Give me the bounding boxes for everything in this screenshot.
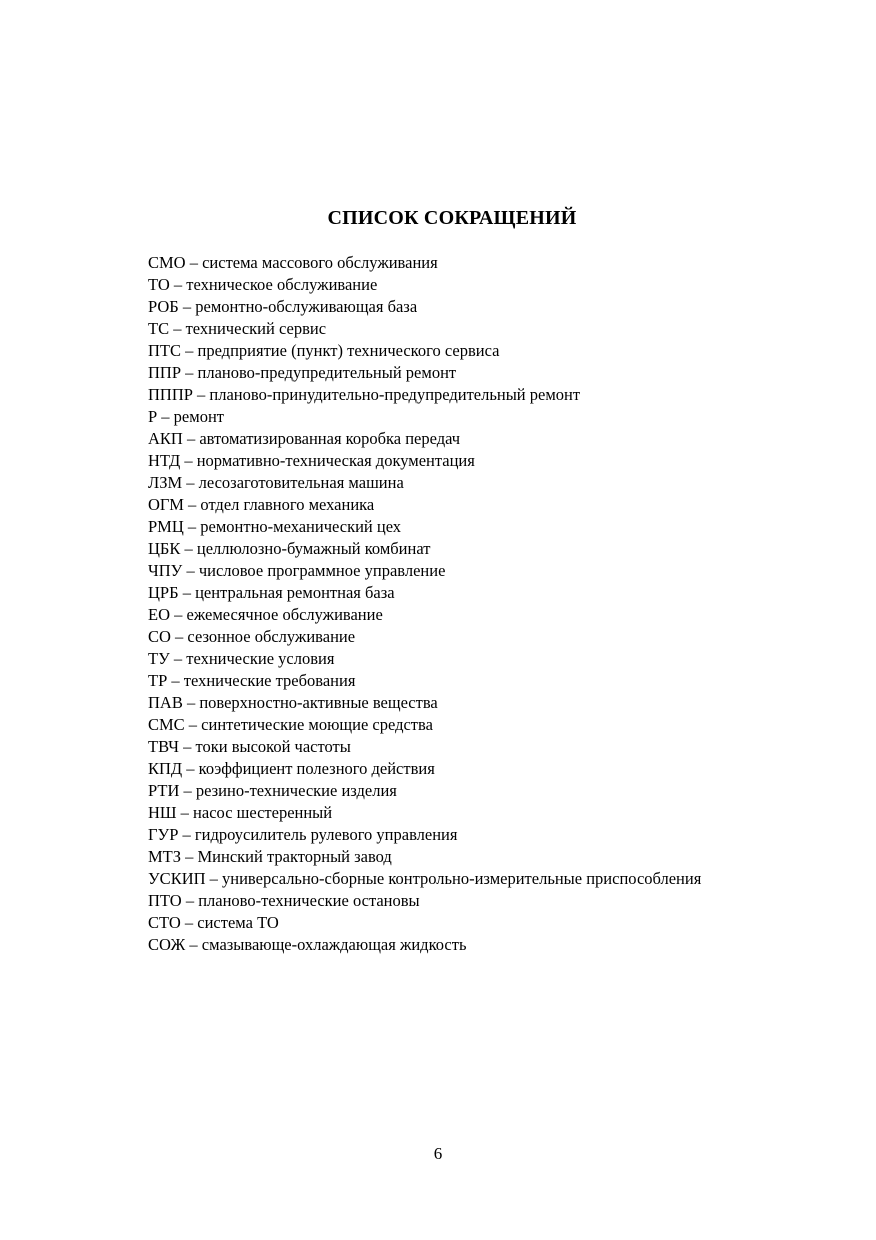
list-item: СМО – система массового обслуживания — [148, 253, 438, 272]
abbreviation-list — [115, 252, 757, 956]
page-title: СПИСОК СОКРАЩЕНИЙ — [327, 207, 577, 229]
list-item: КПД – коэффициент полезного действия — [148, 759, 435, 778]
list-item: НШ – насос шестеренный — [148, 803, 333, 822]
list-item: ПАВ – поверхностно-активные вещества — [148, 693, 438, 712]
list-item: АКП – автоматизированная коробка передач — [148, 429, 461, 448]
list-item: ТС – технический сервис — [148, 319, 327, 338]
list-item: ЛЗМ – лесозаготовительная машина — [148, 473, 404, 492]
list-item: ТВЧ – токи высокой частоты — [148, 737, 351, 756]
list-item: ЕО – ежемесячное обслуживание — [148, 605, 383, 624]
list-item: ЦРБ – центральная ремонтная база — [148, 583, 395, 602]
list-item: МТЗ – Минский тракторный завод — [148, 847, 392, 866]
list-item: ТО – техническое обслуживание — [148, 275, 378, 294]
list-item: ПППР – планово-принудительно-предупредительный ремонт — [148, 385, 581, 404]
list-item: СТО – система ТО — [148, 913, 279, 932]
list-item: ТР – технические требования — [148, 671, 356, 690]
list-item: НТД – нормативно-техническая документация — [148, 451, 475, 470]
list-item: СО – сезонное обслуживание — [148, 627, 356, 646]
list-item: ОГМ – отдел главного механика — [148, 495, 375, 514]
list-item: ПТО – планово-технические остановы — [148, 891, 420, 910]
list-item: ПТС – предприятие (пункт) технического сервиса — [148, 341, 500, 360]
page-number: 6 — [433, 1144, 443, 1163]
list-item: ГУР – гидроусилитель рулевого управления — [148, 825, 458, 844]
list-item: ТУ – технические условия — [148, 649, 335, 668]
list-item: ЦБК – целлюлозно-бумажный комбинат — [148, 539, 431, 558]
list-item: ППР – планово-предупредительный ремонт — [148, 363, 457, 382]
list-item: РОБ – ремонтно-обслуживающая база — [148, 297, 418, 316]
list-item: Р – ремонт — [148, 407, 224, 426]
list-item: УСКИП – универсально-сборные контрольно-измерительные приспособления — [148, 869, 702, 888]
list-item: РМЦ – ремонтно-механический цех — [148, 517, 402, 536]
list-item: СМС – синтетические моющие средства — [148, 715, 433, 734]
list-item: РТИ – резино-технические изделия — [148, 781, 397, 800]
list-item: СОЖ – смазывающе-охлаждающая жидкость — [148, 935, 467, 954]
list-item: ЧПУ – числовое программное управление — [148, 561, 446, 580]
